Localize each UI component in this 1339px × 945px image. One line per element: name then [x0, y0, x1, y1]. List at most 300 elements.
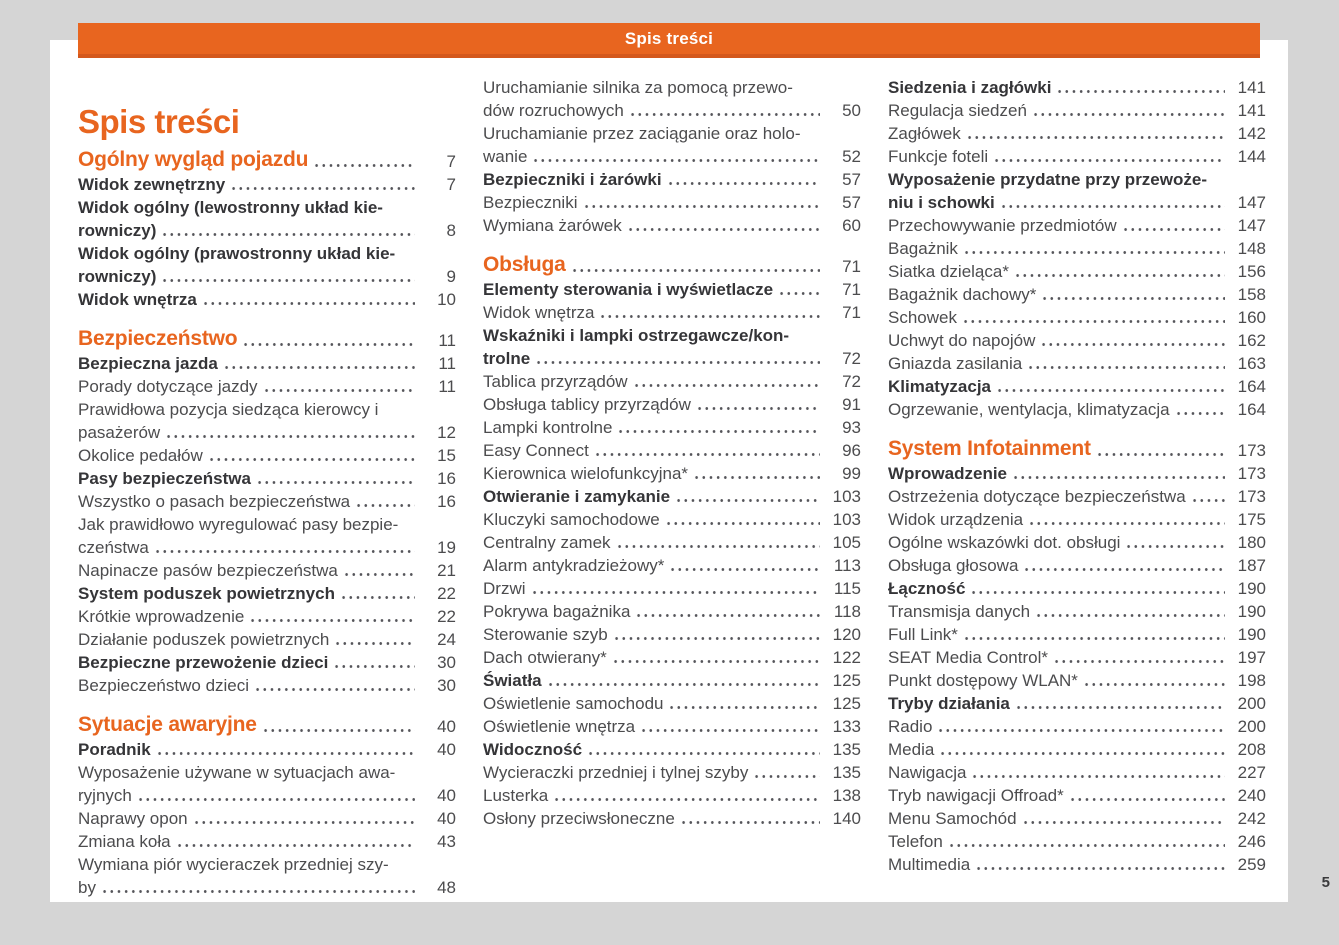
toc-entry[interactable] — [888, 807, 1266, 830]
toc-entry-label: Porady dotyczące jazdy — [78, 377, 258, 396]
toc-entry-page: 198 — [1237, 671, 1266, 690]
toc-entry[interactable] — [888, 99, 1266, 122]
dot-leader — [1012, 473, 1225, 482]
toc-entry-label: Sterowanie szyb — [483, 625, 608, 644]
toc-entry-page: 164 — [1237, 400, 1266, 419]
toc-entry[interactable] — [483, 416, 861, 439]
toc-entry[interactable] — [888, 600, 1266, 623]
toc-entry-label: System Infotainment — [888, 437, 1091, 460]
toc-entry-page: 135 — [832, 740, 861, 759]
toc-entry-page: 200 — [1237, 694, 1266, 713]
toc-entry-page: 40 — [437, 809, 456, 828]
toc-entry-label: Full Link* — [888, 625, 958, 644]
dot-leader — [193, 818, 415, 827]
dot-leader — [680, 818, 820, 827]
toc-entry[interactable] — [78, 242, 456, 265]
toc-entry[interactable] — [78, 288, 456, 311]
toc-entry[interactable] — [78, 738, 456, 761]
dot-leader — [971, 772, 1225, 781]
toc-entry[interactable] — [78, 490, 456, 513]
toc-entry-label: Prawidłowa pozycja siedząca kierowcy i — [78, 400, 379, 419]
dot-leader — [1056, 87, 1225, 96]
toc-entry[interactable] — [483, 485, 861, 508]
toc-entry-page: 164 — [1237, 377, 1266, 396]
toc-entry-page: 259 — [1237, 855, 1266, 874]
dot-leader — [693, 473, 820, 482]
toc-entry[interactable] — [888, 623, 1266, 646]
dot-leader — [535, 358, 820, 367]
toc-entry-page: 16 — [437, 469, 456, 488]
toc-entry-label: Zagłówek — [888, 124, 961, 143]
dot-leader — [587, 749, 820, 758]
toc-entry-page: 122 — [832, 648, 861, 667]
toc-entry[interactable] — [888, 260, 1266, 283]
dot-leader — [1022, 818, 1225, 827]
dot-leader — [629, 110, 820, 119]
toc-entry-page: 57 — [842, 193, 861, 212]
dot-leader — [254, 685, 415, 694]
toc-entry-page: 144 — [1237, 147, 1266, 166]
toc-entry-page: 115 — [833, 579, 861, 598]
dot-leader — [948, 841, 1225, 850]
toc-entry-page: 30 — [437, 653, 456, 672]
toc-entry-label: Media — [888, 740, 935, 759]
toc-entry-label: Otwieranie i zamykanie — [483, 487, 671, 506]
toc-entry[interactable] — [78, 582, 456, 605]
dot-leader — [1015, 703, 1225, 712]
dot-leader — [161, 230, 415, 239]
toc-entry[interactable] — [483, 393, 861, 416]
dot-leader — [594, 450, 820, 459]
page-header-title: Spis treści — [624, 28, 714, 48]
toc-entry-page: 246 — [1237, 832, 1266, 851]
toc-entry-label: trolne — [483, 349, 531, 368]
toc-entry-page: 208 — [1237, 740, 1266, 759]
toc-entry[interactable] — [888, 191, 1266, 214]
dot-leader — [599, 312, 820, 321]
toc-entry-page: 173 — [1237, 464, 1266, 483]
dot-leader — [340, 593, 415, 602]
toc-entry-page: 242 — [1237, 809, 1266, 828]
dot-leader — [1032, 110, 1225, 119]
toc-entry[interactable] — [78, 325, 456, 352]
toc-entry[interactable] — [483, 715, 861, 738]
toc-entry[interactable] — [483, 214, 861, 237]
toc-column-3 — [888, 76, 1266, 876]
toc-entry-page: 125 — [832, 671, 861, 690]
toc-entry-label: SEAT Media Control* — [888, 648, 1048, 667]
toc-entry-label: Obsługa głosowa — [888, 556, 1019, 575]
toc-entry-label: Widoczność — [483, 740, 583, 759]
toc-entry[interactable] — [888, 761, 1266, 784]
dot-leader — [1000, 202, 1225, 211]
toc-entry-page: 57 — [842, 170, 861, 189]
dot-leader — [334, 639, 415, 648]
toc-entry-page: 7 — [446, 175, 456, 194]
toc-entry[interactable] — [483, 168, 861, 191]
dot-leader — [975, 864, 1225, 873]
toc-entry-label: niu i schowki — [888, 193, 995, 212]
toc-entry[interactable] — [483, 324, 861, 347]
dot-leader — [1040, 340, 1225, 349]
dot-leader — [262, 726, 415, 735]
toc-entry-label: Pokrywa bagażnika — [483, 602, 631, 621]
toc-entry-label: Lusterka — [483, 786, 549, 805]
toc-entry-label: Uruchamianie przez zaciąganie oraz holo- — [483, 124, 801, 143]
toc-entry-page: 190 — [1237, 602, 1266, 621]
toc-entry-label: Przechowywanie przedmiotów — [888, 216, 1117, 235]
toc-entry[interactable] — [888, 508, 1266, 531]
dot-leader — [612, 657, 820, 666]
toc-entry-label: Radio — [888, 717, 933, 736]
dot-leader — [1096, 450, 1225, 459]
toc-entry-label: Osłony przeciwsłoneczne — [483, 809, 675, 828]
toc-entry[interactable] — [78, 830, 456, 853]
dot-leader — [165, 432, 415, 441]
toc-entry-label: rowniczy) — [78, 221, 157, 240]
toc-entry[interactable] — [483, 191, 861, 214]
toc-entry-page: 93 — [842, 418, 861, 437]
toc-entry[interactable] — [888, 237, 1266, 260]
dot-leader — [668, 703, 820, 712]
toc-entry[interactable] — [483, 145, 861, 168]
toc-entry-label: Regulacja siedzeń — [888, 101, 1027, 120]
toc-entry[interactable] — [483, 347, 861, 370]
toc-entry[interactable] — [78, 146, 456, 173]
dot-leader — [249, 616, 415, 625]
toc-entry[interactable] — [888, 214, 1266, 237]
toc-entry-label: Menu Samochód — [888, 809, 1017, 828]
toc-entry[interactable] — [483, 692, 861, 715]
toc-entry[interactable] — [483, 761, 861, 784]
toc-entry-label: Alarm antykradzieżowy* — [483, 556, 665, 575]
toc-entry[interactable] — [888, 738, 1266, 761]
toc-entry[interactable] — [483, 76, 861, 99]
dot-leader — [1014, 271, 1225, 280]
toc-entry-label: Krótkie wprowadzenie — [78, 607, 245, 626]
toc-entry[interactable] — [78, 398, 456, 421]
toc-entry-page: 43 — [437, 832, 456, 851]
toc-entry-page: 9 — [446, 267, 456, 286]
toc-entry[interactable] — [888, 398, 1266, 421]
toc-entry-page: 103 — [832, 487, 861, 506]
toc-entry-label: Easy Connect — [483, 441, 589, 460]
toc-entry-page: 113 — [833, 556, 861, 575]
dot-leader — [1122, 225, 1225, 234]
toc-entry[interactable] — [483, 99, 861, 122]
toc-entry[interactable] — [78, 444, 456, 467]
dot-leader — [256, 478, 415, 487]
toc-entry-page: 173 — [1237, 487, 1266, 506]
toc-entry-page: 40 — [437, 740, 456, 759]
toc-entry-label: Bezpieczne przewożenie dzieci — [78, 653, 329, 672]
toc-entry[interactable] — [78, 559, 456, 582]
toc-entry-page: 187 — [1237, 556, 1266, 575]
toc-entry-page: 52 — [842, 147, 861, 166]
toc-entry-label: Gniazda zasilania — [888, 354, 1023, 373]
toc-entry[interactable] — [78, 513, 456, 536]
toc-entry[interactable] — [78, 674, 456, 697]
toc-entry[interactable] — [888, 485, 1266, 508]
toc-entry[interactable] — [78, 219, 456, 242]
toc-entry-page: 162 — [1237, 331, 1266, 350]
dot-leader — [1175, 409, 1225, 418]
toc-entry-label: Ostrzeżenia dotyczące bezpieczeństwa — [888, 487, 1186, 506]
toc-entry[interactable] — [888, 853, 1266, 876]
toc-entry[interactable] — [483, 669, 861, 692]
toc-entry[interactable] — [78, 761, 456, 784]
toc-entry[interactable] — [483, 784, 861, 807]
toc-entry-label: Wyposażenie przydatne przy przewoże- — [888, 170, 1207, 189]
toc-entry-page: 71 — [842, 257, 861, 276]
toc-entry-page: 200 — [1237, 717, 1266, 736]
toc-entry[interactable] — [78, 628, 456, 651]
toc-entry-page: 118 — [833, 602, 861, 621]
toc-entry[interactable] — [888, 669, 1266, 692]
toc-entry-label: Bezpieczeństwo dzieci — [78, 676, 250, 695]
toc-entry[interactable] — [483, 554, 861, 577]
toc-entry-label: Poradnik — [78, 740, 151, 759]
dot-leader — [202, 299, 415, 308]
toc-entry[interactable] — [78, 467, 456, 490]
dot-leader — [156, 749, 415, 758]
dot-leader — [137, 795, 415, 804]
toc-entry[interactable] — [78, 536, 456, 559]
toc-entry[interactable] — [78, 375, 456, 398]
toc-entry[interactable] — [888, 283, 1266, 306]
toc-entry-label: Widok wnętrza — [78, 290, 197, 309]
toc-entry[interactable] — [483, 462, 861, 485]
toc-entry-page: 141 — [1237, 78, 1266, 97]
toc-entry[interactable] — [888, 168, 1266, 191]
toc-entry[interactable] — [483, 646, 861, 669]
toc-entry-label: Bezpieczniki — [483, 193, 578, 212]
toc-entry-label: dów rozruchowych — [483, 101, 624, 120]
toc-entry-label: Oświetlenie wnętrza — [483, 717, 636, 736]
toc-entry[interactable] — [888, 329, 1266, 352]
dot-leader — [613, 634, 820, 643]
toc-entry[interactable] — [888, 145, 1266, 168]
toc-entry[interactable] — [888, 531, 1266, 554]
toc-entry-page: 40 — [437, 786, 456, 805]
toc-entry-page: 197 — [1237, 648, 1266, 667]
toc-entry[interactable] — [888, 830, 1266, 853]
dot-leader — [1041, 294, 1225, 303]
toc-entry-label: Obsługa tablicy przyrządów — [483, 395, 691, 414]
dot-leader — [333, 662, 415, 671]
toc-entry-label: Jak prawidłowo wyregulować pasy bezpie- — [78, 515, 399, 534]
toc-entry-page: 12 — [437, 423, 456, 442]
dot-leader — [778, 289, 820, 298]
toc-entry-page: 120 — [832, 625, 861, 644]
toc-entry-label: Wszystko o pasach bezpieczeństwa — [78, 492, 351, 511]
toc-entry-page: 11 — [438, 331, 456, 350]
toc-entry[interactable] — [888, 646, 1266, 669]
toc-entry-label: Kierownica wielofunkcyjna* — [483, 464, 689, 483]
page-header-bar — [78, 23, 1260, 58]
dot-leader — [161, 276, 415, 285]
toc-entry-label: Zmiana koła — [78, 832, 171, 851]
toc-entry[interactable] — [78, 196, 456, 219]
toc-entry[interactable] — [483, 577, 861, 600]
toc-entry-label: Siedzenia i zagłówki — [888, 78, 1052, 97]
toc-entry[interactable] — [888, 435, 1266, 462]
toc-entry[interactable] — [483, 278, 861, 301]
toc-entry-page: 40 — [437, 717, 456, 736]
dot-leader — [696, 404, 820, 413]
toc-entry[interactable] — [483, 508, 861, 531]
toc-entry-page: 22 — [437, 584, 456, 603]
toc-entry[interactable] — [888, 462, 1266, 485]
toc-entry-label: Telefon — [888, 832, 943, 851]
toc-entry-label: Nawigacja — [888, 763, 967, 782]
dot-leader — [616, 542, 820, 551]
toc-entry-label: Oświetlenie samochodu — [483, 694, 664, 713]
toc-entry[interactable] — [483, 531, 861, 554]
toc-entry-label: Działanie poduszek powietrznych — [78, 630, 330, 649]
toc-entry-page: 190 — [1237, 579, 1266, 598]
toc-entry[interactable] — [888, 692, 1266, 715]
toc-entry[interactable] — [888, 715, 1266, 738]
dot-leader — [962, 317, 1225, 326]
dot-leader — [667, 179, 820, 188]
toc-entry-page: 227 — [1237, 763, 1266, 782]
toc-entry[interactable] — [888, 306, 1266, 329]
toc-entry-page: 21 — [437, 561, 456, 580]
toc-entry-page: 71 — [842, 280, 861, 299]
dot-leader — [583, 202, 821, 211]
dot-leader — [230, 184, 415, 193]
toc-entry-label: czeństwa — [78, 538, 149, 557]
toc-entry-page: 173 — [1237, 441, 1266, 460]
toc-entry-label: Schowek — [888, 308, 957, 327]
toc-entry[interactable] — [78, 807, 456, 830]
dot-leader — [993, 156, 1225, 165]
dot-leader — [963, 634, 1225, 643]
toc-entry[interactable] — [888, 352, 1266, 375]
dot-leader — [1053, 657, 1225, 666]
toc-entry-page: 22 — [437, 607, 456, 626]
toc-entry-label: Sytuacje awaryjne — [78, 713, 257, 736]
toc-entry-page: 180 — [1237, 533, 1266, 552]
dot-leader — [1125, 542, 1225, 551]
toc-entry[interactable] — [483, 370, 861, 393]
page-title: Spis treści — [78, 103, 240, 141]
toc-entry[interactable] — [483, 807, 861, 830]
toc-entry-label: Bagażnik — [888, 239, 958, 258]
toc-entry[interactable] — [483, 439, 861, 462]
toc-entry-page: 72 — [842, 349, 861, 368]
dot-leader — [970, 588, 1225, 597]
dot-leader — [101, 887, 415, 896]
toc-entry[interactable] — [888, 784, 1266, 807]
toc-entry[interactable] — [888, 375, 1266, 398]
dot-leader — [635, 611, 820, 620]
toc-entry-page: 99 — [842, 464, 861, 483]
toc-entry-label: Napinacze pasów bezpieczeństwa — [78, 561, 338, 580]
dot-leader — [753, 772, 820, 781]
toc-entry-label: Multimedia — [888, 855, 971, 874]
toc-entry-page: 8 — [446, 221, 456, 240]
toc-entry[interactable] — [483, 623, 861, 646]
dot-leader — [531, 588, 821, 597]
toc-entry-page: 50 — [842, 101, 861, 120]
toc-entry-label: Drzwi — [483, 579, 526, 598]
toc-entry[interactable] — [78, 784, 456, 807]
toc-entry[interactable] — [483, 122, 861, 145]
toc-entry-page: 11 — [438, 377, 456, 396]
toc-entry[interactable] — [78, 651, 456, 674]
toc-entry-page: 125 — [832, 694, 861, 713]
toc-entry-page: 141 — [1237, 101, 1266, 120]
dot-leader — [966, 133, 1225, 142]
toc-entry-page: 156 — [1237, 262, 1266, 281]
toc-entry-label: Funkcje foteli — [888, 147, 989, 166]
toc-entry-page: 133 — [832, 717, 861, 736]
dot-leader — [343, 570, 415, 579]
toc-entry-page: 16 — [437, 492, 456, 511]
toc-entry[interactable] — [483, 251, 861, 278]
dot-leader — [571, 266, 820, 275]
toc-entry-label: Ogólny wygląd pojazdu — [78, 148, 309, 171]
toc-entry[interactable] — [78, 711, 456, 738]
toc-entry-label: Tryby działania — [888, 694, 1010, 713]
toc-entry[interactable] — [78, 876, 456, 899]
toc-entry-label: ryjnych — [78, 786, 132, 805]
toc-entry-page: 147 — [1237, 216, 1266, 235]
toc-entry[interactable] — [78, 265, 456, 288]
toc-entry-label: Bezpieczniki i żarówki — [483, 170, 662, 189]
toc-entry-label: Wymiana żarówek — [483, 216, 622, 235]
toc-entry[interactable] — [78, 605, 456, 628]
dot-leader — [665, 519, 820, 528]
toc-entry-page: 30 — [437, 676, 456, 695]
toc-entry[interactable] — [483, 738, 861, 761]
toc-entry-page: 7 — [446, 152, 456, 171]
toc-entry[interactable] — [888, 577, 1266, 600]
dot-leader — [223, 363, 415, 372]
toc-entry-label: Obsługa — [483, 253, 566, 276]
toc-entry[interactable] — [888, 76, 1266, 99]
toc-entry-label: Punkt dostępowy WLAN* — [888, 671, 1078, 690]
toc-entry-page: 96 — [842, 441, 861, 460]
toc-entry[interactable] — [888, 122, 1266, 145]
toc-entry-label: Ogrzewanie, wentylacja, klimatyzacja — [888, 400, 1170, 419]
toc-entry[interactable] — [78, 352, 456, 375]
toc-entry-label: Elementy sterowania i wyświetlacze — [483, 280, 774, 299]
toc-entry-page: 10 — [437, 290, 456, 309]
toc-entry[interactable] — [483, 600, 861, 623]
toc-entry[interactable] — [483, 301, 861, 324]
toc-entry[interactable] — [78, 173, 456, 196]
toc-entry-label: Bezpieczna jazda — [78, 354, 218, 373]
toc-entry-label: Widok wnętrza — [483, 303, 595, 322]
toc-entry-page: 15 — [437, 446, 456, 465]
dot-leader — [937, 726, 1225, 735]
toc-entry-page: 19 — [437, 538, 456, 557]
toc-entry-label: Światła — [483, 671, 542, 690]
toc-entry[interactable] — [888, 554, 1266, 577]
toc-entry[interactable] — [78, 853, 456, 876]
toc-entry-page: 147 — [1237, 193, 1266, 212]
toc-entry-page: 60 — [842, 216, 861, 235]
toc-entry[interactable] — [78, 421, 456, 444]
dot-leader — [313, 161, 415, 170]
toc-entry-label: Widok ogólny (prawostronny układ kie- — [78, 244, 396, 263]
toc-entry-page: 91 — [842, 395, 861, 414]
toc-entry-label: Widok urządzenia — [888, 510, 1024, 529]
toc-entry-page: 71 — [842, 303, 861, 322]
